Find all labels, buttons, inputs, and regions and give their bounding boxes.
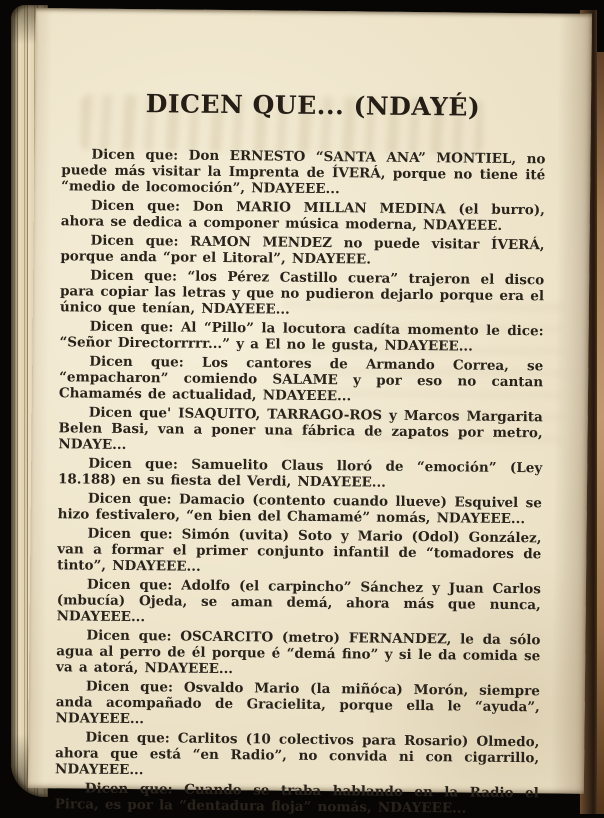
paragraph: Dicen que: Adolfo (el carpincho” Sánchez y Juan Carlos (mbucía) Ojeda, se aman demá, ahora más que nunca, NDAYEEE... [56,576,542,626]
paragraph: Dicen que: Cuando se traba hablando en la Radio el Pirca, es por la “dentadura floja” nomás, NDAYEEE... [54,780,539,817]
paragraph: Dicen que: Al “Pillo” la locutora cadíta momento le dice: “Señor Directorrrrr...” y a El no le gusta, NDAYEEE... [59,318,544,355]
paragraph: Dicen que: Los cantores de Armando Correa, se “empacharon” comiendo SALAME y por eso no cantan Chamamés de actualidad, NDAYEEE... [58,353,544,405]
paragraph: Dicen que: Carlitos (10 colectivos para Rosario) Olmedo, ahora que está “en Radio”, no convida ni con cigarrillo, NDAYEEE... [54,729,540,779]
paragraph: Dicen que: RAMON MENDEZ no puede visitar ÍVERÁ, porque anda “por el Litoral”, NDAYEEE. [60,232,545,268]
paragraph: Dicen que' ISAQUITO, TARRAGO-ROS y Marcos Margarita Belen Basi, van a poner una fábrica de zapatos por metro, NDAYE... [58,404,543,453]
paragraph: Dicen que: Simón (uvita) Soto y Mario (Odol) González, van a formar el primer conjunto infantil de “tomadores de tinto”, NDAYEEE... [57,525,542,575]
page-text [55,146,546,817]
paragraph: Dicen que: Don ERNESTO “SANTA ANA” MONTIEL, no puede más visitar la Imprenta de ÍVERÁ, porque no tiene ité “medio de locomoción”, NDAYEEE... [61,146,546,198]
paragraph: Dicen que: “los Pérez Castillo cuera” trajeron el disco para copiar las letras y que no pudieron dejarlo porque era el único que tenían, NDAYEEE... [59,267,545,318]
paragraph: Dicen que: Damacio (contento cuando llueve) Esquivel se hizo festivalero, “en bien del Chamamé” nomás, NDAYEEE... [57,490,542,528]
paragraph: Dicen que: Osvaldo Mario (la miñóca) Morón, siempre anda acompañado de Gracielita, porque ella le “ayuda”, NDAYEEE... [55,678,540,728]
paragraph: Dicen que: Samuelito Claus lloró de “emoción” (Ley 18.188) en su fiesta del Verdi, NDAYEEE... [57,455,543,491]
book-page [28,8,592,817]
page-title: DICEN QUE... (NDAYÉ) [145,89,481,122]
paragraph: Dicen que: OSCARCITO (metro) FERNANDEZ, le da sólo agua al perro de él porque é “demá fino” y si le da comida se va a atorá, NDAYEEE... [56,627,541,678]
facing-page-edge [597,52,604,814]
paragraph: Dicen que: Don MARIO MILLAN MEDINA (el burro), ahora se dedica a componer música moderna, NDAYEEE. [60,197,545,234]
